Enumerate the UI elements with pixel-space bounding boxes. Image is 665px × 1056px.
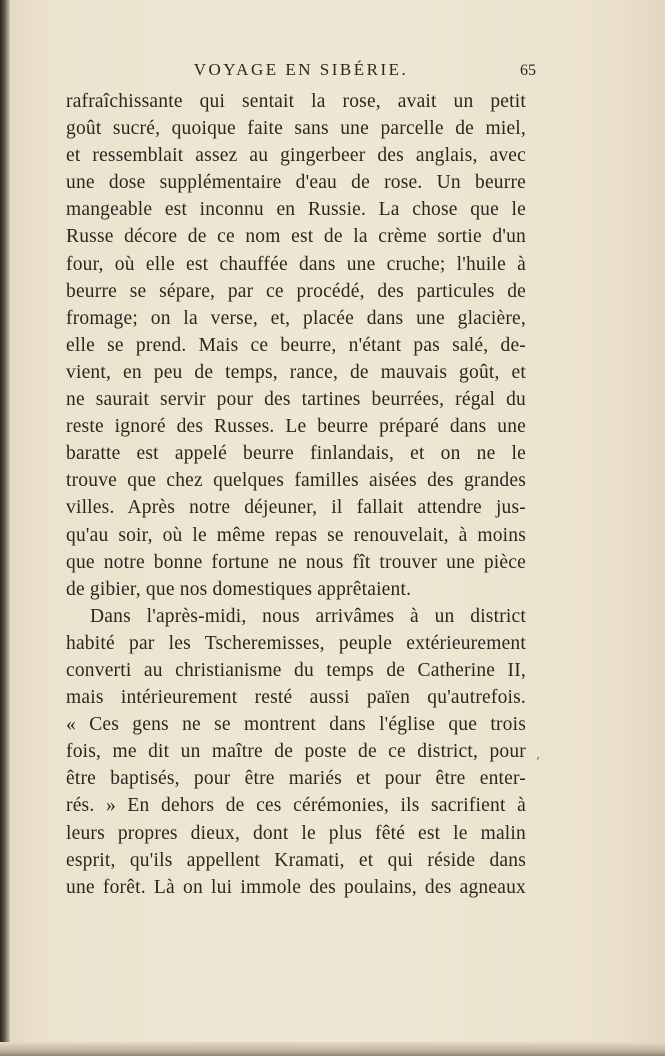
- text-line: reste ignoré des Russes. Le beurre préparé dans une: [66, 416, 526, 438]
- text-line: goût sucré, quoique faite sans une parcelle de miel,: [66, 118, 526, 140]
- text-line: habité par les Tscheremisses, peuple extérieurement: [66, 632, 526, 654]
- text-line: beurre se sépare, par ce procédé, des particules de: [66, 280, 526, 302]
- running-title: VOYAGE EN SIBÉRIE.: [193, 60, 409, 79]
- running-head: [66, 58, 536, 82]
- margin-mark: ’: [536, 755, 540, 769]
- text-line: vient, en peu de temps, rance, de mauvais goût, et: [66, 361, 526, 383]
- text-line: esprit, qu'ils appellent Kramati, et qui réside dans: [66, 849, 526, 871]
- book-spine-shadow: [0, 0, 10, 1056]
- text-line: rafraîchissante qui sentait la rose, avait un petit: [66, 91, 526, 112]
- text-line: four, où elle est chauffée dans une cruche; l'huile à: [66, 253, 526, 275]
- text-line: baratte est appelé beurre finlandais, et on ne le: [66, 443, 526, 465]
- text-line: et ressemblait assez au gingerbeer des anglais, avec: [66, 145, 526, 167]
- text-line: qu'au soir, où le même repas se renouvelait, à moins: [66, 524, 526, 546]
- text-line: ne saurait servir pour des tartines beurrées, régal du: [66, 389, 526, 411]
- text-line: de gibier, que nos domestiques apprêtaient.: [66, 578, 412, 600]
- text-line: « Ces gens ne se montrent dans l'église que trois: [66, 714, 526, 736]
- text-line: fromage; on la verse, et, placée dans une glacière,: [66, 307, 526, 329]
- text-line: une dose supplémentaire d'eau de rose. Un beurre: [66, 172, 526, 194]
- text-line: trouve que chez quelques familles aisées des grandes: [66, 470, 526, 492]
- text-line: rés. » En dehors de ces cérémonies, ils sacrifient à: [66, 795, 526, 817]
- text-line: fois, me dit un maître de poste de ce district, pour: [66, 741, 526, 763]
- text-line: que notre bonne fortune ne nous fît trouver une pièce: [66, 551, 526, 573]
- text-line: leurs propres dieux, dont le plus fêté est le malin: [66, 822, 526, 844]
- text-line: être baptisés, pour être mariés et pour être enter-: [66, 768, 526, 790]
- text-line: Dans l'après-midi, nous arrivâmes à un district: [90, 605, 526, 627]
- body-text: [66, 88, 526, 901]
- text-line: Russe décore de ce nom est de la crème sortie d'un: [66, 226, 526, 248]
- text-line: converti au christianisme du temps de Catherine II,: [66, 659, 526, 681]
- text-line: villes. Après notre déjeuner, il fallait attendre jus-: [66, 497, 526, 519]
- text-line: elle se prend. Mais ce beurre, n'étant pas salé, de-: [66, 334, 526, 356]
- text-line: une forêt. Là on lui immole des poulains, des agneaux: [66, 876, 526, 898]
- text-line: mais intérieurement resté aussi païen qu'autrefois.: [66, 687, 526, 709]
- text-line: mangeable est inconnu en Russie. La chose que le: [66, 199, 526, 221]
- page-bottom-edge: [0, 1042, 665, 1056]
- page-number: 65: [520, 62, 536, 79]
